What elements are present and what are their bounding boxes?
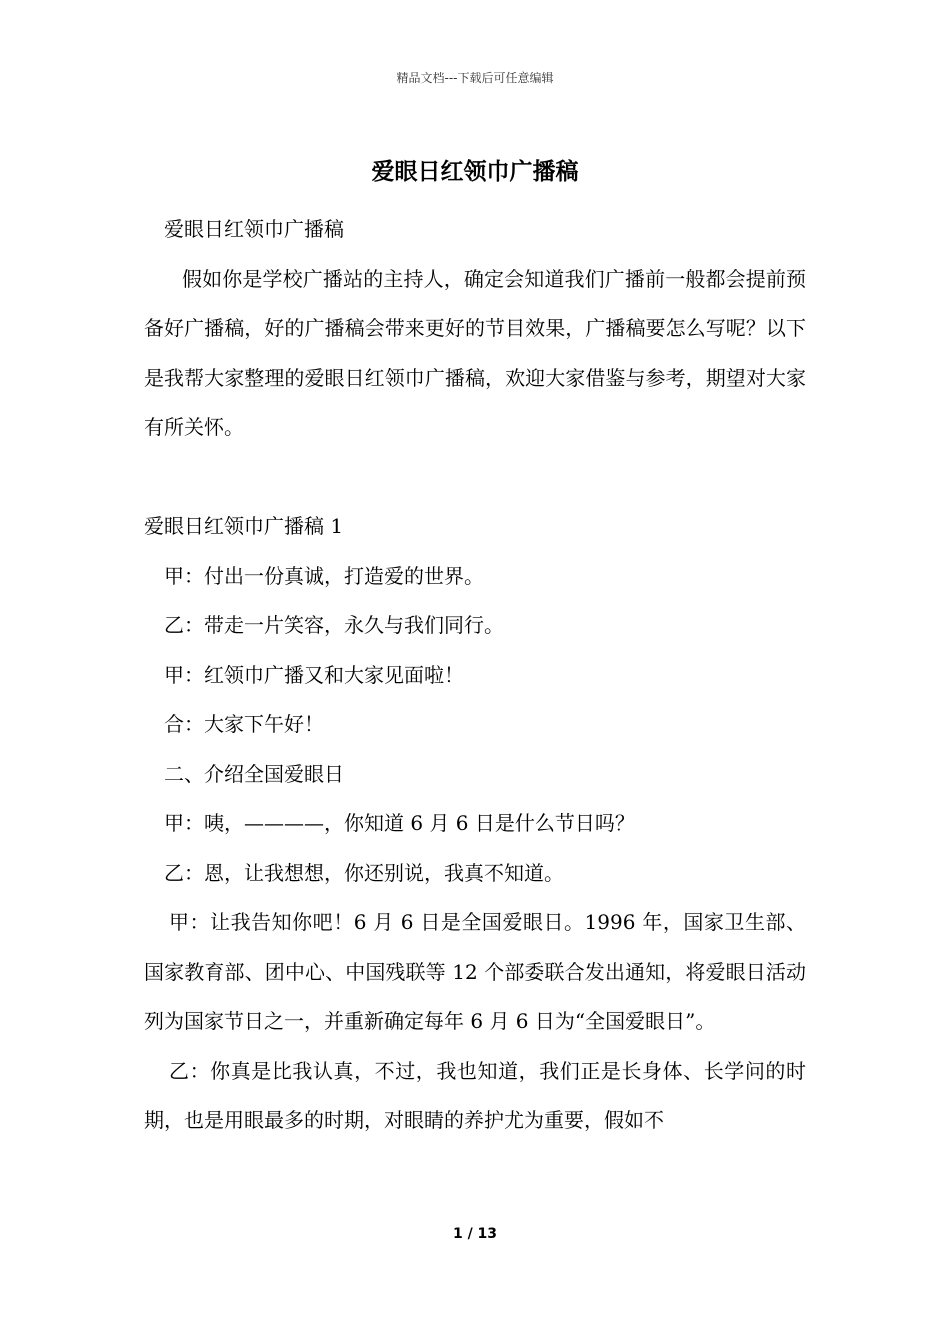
dialogue-paragraph: 甲：让我告知你吧！6 月 6 日是全国爱眼日。1996 年，国家卫生部、国家教育部、团中心、中国残联等 12 个部委联合发出通知，将爱眼日活动列为国家节日之一，并重新确定每年 6 月 6 日为“全国爱眼日”。: [144, 910, 806, 1033]
document-body: [144, 205, 806, 1146]
dialogue-line: 乙：带走一片笑容，永久与我们同行。: [164, 613, 504, 637]
dialogue-paragraph: 乙：你真是比我认真，不过，我也知道，我们正是长身体、长学问的时期，也是用眼最多的时期，对眼睛的养护尤为重要，假如不: [144, 1058, 806, 1132]
subtitle-paragraph: 爱眼日红领巾广播稿: [164, 217, 344, 241]
section-heading: 爱眼日红领巾广播稿 1: [144, 514, 344, 538]
page-header: 精品文档---下载后可任意编辑: [396, 71, 554, 85]
section-subheading: 二、介绍全国爱眼日: [164, 761, 344, 786]
dialogue-line: 甲：红领巾广播又和大家见面啦！: [164, 662, 464, 687]
dialogue-line: 甲：咦，————，你知道 6 月 6 日是什么节日吗？: [164, 811, 635, 835]
document-title: 爱眼日红领巾广播稿: [371, 159, 579, 185]
dialogue-line: 乙：恩，让我想想，你还别说，我真不知道。: [164, 860, 564, 885]
page-number: 1 / 13: [452, 1226, 498, 1242]
dialogue-line: 合：大家下午好！: [164, 712, 324, 736]
paragraph-gap: [144, 453, 806, 503]
dialogue-line: 甲：付出一份真诚，打造爱的世界。: [164, 563, 484, 588]
intro-paragraph: 假如你是学校广播站的主持人，确定会知道我们广播前一般都会提前预备好广播稿，好的广播稿会带来更好的节目效果，广播稿要怎么写呢？以下是我帮大家整理的爱眼日红领巾广播稿，欢迎大家借鉴与参考，期望对大家有所关怀。: [144, 266, 806, 439]
